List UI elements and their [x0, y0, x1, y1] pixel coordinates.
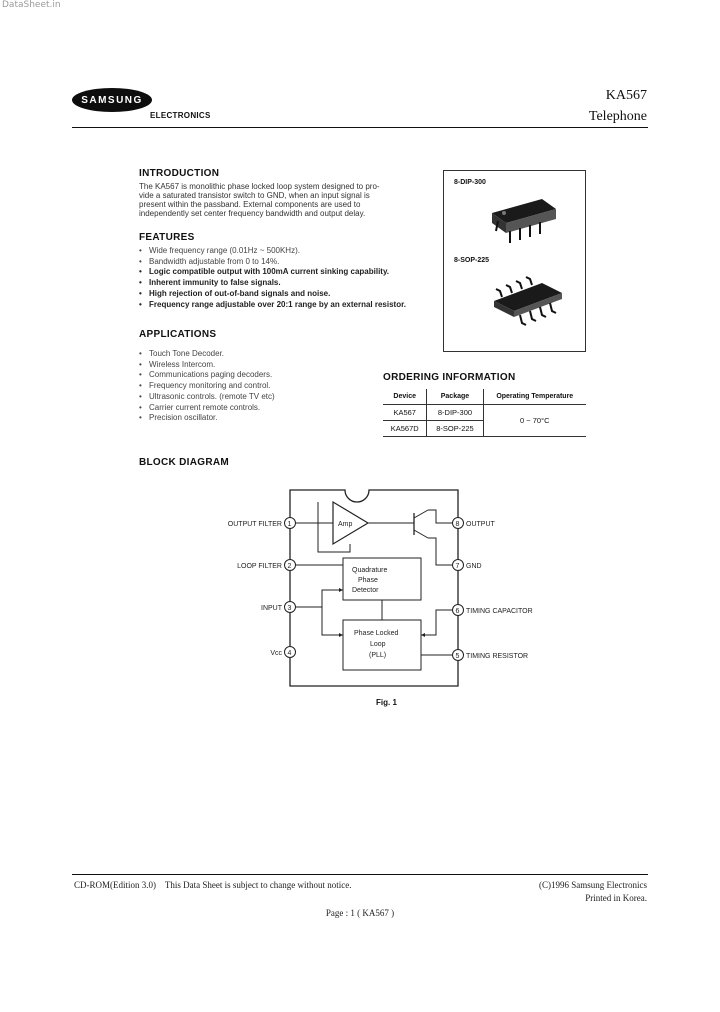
pll-line: Loop: [370, 641, 386, 648]
header-divider: [72, 127, 648, 128]
introduction-line: present within the passband. External components are used to: [139, 200, 361, 209]
introduction-text: [139, 182, 439, 218]
application-item: • Communications paging decoders.: [139, 370, 379, 381]
wire-pll-pin6: [421, 610, 452, 635]
pin-number: 5: [455, 653, 460, 660]
samsung-logo: SAMSUNG: [72, 88, 152, 112]
pin-number: 8: [455, 521, 460, 528]
pin-label: TIMING CAPACITOR: [466, 608, 533, 615]
dip-package-label: 8-DIP-300: [454, 179, 486, 186]
application-item: • Precision oscillator.: [139, 413, 379, 424]
pin-label: LOOP FILTER: [237, 563, 282, 570]
footer-notice: CD-ROM(Edition 3.0) This Data Sheet is subject to change without notice.: [74, 880, 352, 890]
pll-line: Phase Locked: [354, 630, 399, 637]
ordering-header: Operating Temperature: [483, 389, 586, 405]
sop-package-icon: [484, 271, 574, 336]
feature-item: • Inherent immunity to false signals.: [139, 278, 439, 289]
pin-number: 2: [287, 563, 292, 570]
pll-line: (PLL): [369, 652, 387, 659]
qpd-line: Detector: [352, 587, 379, 594]
transistor-emitter: [414, 530, 428, 538]
pin-label: INPUT: [261, 605, 282, 612]
footer-divider: [72, 874, 648, 875]
wire-to-output: [428, 510, 452, 523]
page-number: Page : 1 ( KA567 ): [325, 908, 395, 918]
wire-pin3-qpd: [296, 590, 343, 607]
pin-number: 1: [287, 521, 292, 528]
qpd-line: Quadrature: [352, 567, 388, 574]
application-item: • Wireless Intercom.: [139, 360, 379, 371]
ordering-header: Package: [427, 389, 483, 405]
feature-item: • Wide frequency range (0.01Hz ~ 500KHz).: [139, 246, 439, 257]
qpd-line: Phase: [358, 577, 378, 584]
ordering-device: KA567: [383, 405, 427, 421]
ordering-title: ORDERING INFORMATION: [383, 372, 516, 383]
pin-label: TIMING RESISTOR: [466, 653, 529, 660]
transistor-collector: [414, 510, 428, 518]
features-title: FEATURES: [139, 232, 195, 243]
applications-title: APPLICATIONS: [139, 329, 217, 340]
applications-list: [139, 349, 379, 424]
ordering-temperature: 0 ~ 70°C: [483, 405, 586, 437]
amp-label: Amp: [338, 521, 353, 528]
wire-pin3-pll: [322, 607, 343, 635]
application-item: • Ultrasonic controls. (remote TV etc): [139, 392, 379, 403]
ordering-table: [383, 389, 586, 437]
pin-label: GND: [466, 563, 482, 570]
block-diagram-title: BLOCK DIAGRAM: [139, 457, 230, 468]
arrow-qpd-input: [339, 588, 343, 592]
introduction-line: The KA567 is monolithic phase locked loop system designed to pro-: [139, 182, 380, 191]
pin-label: OUTPUT FILTER: [227, 521, 282, 528]
feature-item: • Frequency range adjustable over 20:1 range by an external resistor.: [139, 300, 439, 311]
ordering-device: KA567D: [383, 421, 427, 437]
wire-to-gnd: [428, 538, 452, 565]
watermark: DataSheet.in: [2, 0, 61, 10]
package-box: [443, 170, 586, 352]
feature-item: • High rejection of out-of-band signals and noise.: [139, 289, 439, 300]
pin-number: 3: [287, 605, 292, 612]
pin-label: OUTPUT: [466, 521, 495, 528]
arrow-pll-timing: [421, 633, 425, 637]
table-row: [383, 405, 586, 421]
pin-label: Vcc: [270, 650, 282, 657]
introduction-line: vide a saturated transistor switch to GND, when an input signal is: [139, 191, 370, 200]
application-item: • Frequency monitoring and control.: [139, 381, 379, 392]
category-label: Telephone: [588, 109, 647, 124]
ordering-package: 8-DIP-300: [427, 405, 483, 421]
logo-subtitle: ELECTRONICS: [150, 111, 211, 120]
part-number: KA567: [605, 88, 647, 103]
pin-number: 6: [455, 608, 460, 615]
pin-number: 4: [287, 650, 292, 657]
block-diagram: [200, 480, 540, 705]
sop-package-label: 8-SOP-225: [454, 257, 490, 264]
application-item: • Carrier current remote controls.: [139, 403, 379, 414]
feature-item: • Bandwidth adjustable from 0 to 14%.: [139, 257, 439, 268]
introduction-line: independently set center frequency bandwidth and output delay.: [139, 209, 366, 218]
feature-item: • Logic compatible output with 100mA current sinking capability.: [139, 267, 439, 278]
arrow-pll-input: [339, 633, 343, 637]
dip-package-icon: [484, 191, 564, 251]
footer-printed: Printed in Korea.: [585, 893, 647, 903]
ordering-package: 8-SOP-225: [427, 421, 483, 437]
ordering-header: Device: [383, 389, 427, 405]
application-item: • Touch Tone Decoder.: [139, 349, 379, 360]
figure-caption: Fig. 1: [376, 698, 397, 707]
footer-copyright: (C)1996 Samsung Electronics: [539, 880, 647, 890]
introduction-title: INTRODUCTION: [139, 168, 220, 179]
features-list: [139, 246, 439, 310]
pin-number: 7: [455, 563, 460, 570]
